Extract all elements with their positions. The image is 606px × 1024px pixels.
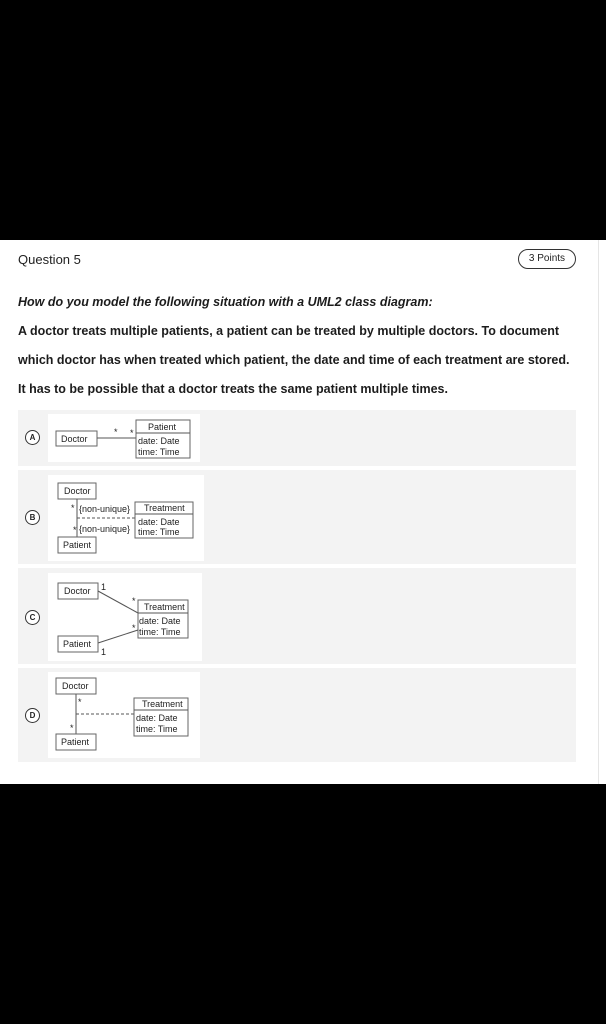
multiplicity-label: * [71, 503, 75, 513]
treatment-class-label: Treatment [144, 503, 185, 513]
multiplicity-label: * [132, 623, 136, 633]
multiplicity-label: * [78, 697, 82, 707]
question-card [0, 240, 598, 784]
multiplicity-label: 1 [101, 647, 107, 657]
uml-diagram-c [48, 573, 202, 661]
attribute-time: time: Time [138, 527, 180, 537]
option-radio-c[interactable]: C [25, 610, 40, 625]
patient-class-label: Patient [61, 737, 90, 747]
scrollbar-track[interactable] [598, 240, 606, 784]
multiplicity-label: * [114, 427, 118, 437]
multiplicity-label: * [130, 428, 134, 438]
question-title: Question 5 [18, 252, 81, 267]
question-prompt-heading: How do you model the following situation with a UML2 class diagram: [18, 295, 433, 309]
attribute-time: time: Time [136, 724, 178, 734]
patient-class-label: Patient [148, 422, 177, 432]
doctor-class-label: Doctor [64, 486, 91, 496]
question-prompt-line: A doctor treats multiple patients, a patient can be treated by multiple doctors. To document [18, 324, 560, 338]
multiplicity-label: * [132, 596, 136, 606]
attribute-time: time: Time [139, 627, 181, 637]
question-prompt-line: It has to be possible that a doctor treats the same patient multiple times. [18, 382, 448, 396]
uml-diagram-a [48, 414, 200, 462]
attribute-date: date: Date [138, 517, 180, 527]
patient-class-label: Patient [63, 540, 92, 550]
patient-class-label: Patient [63, 639, 92, 649]
constraint-label: {non-unique} [79, 524, 131, 534]
constraint-label: {non-unique} [79, 504, 131, 514]
doctor-class-label: Doctor [61, 434, 88, 444]
uml-diagram-d [48, 672, 200, 758]
option-radio-a[interactable]: A [25, 430, 40, 445]
answer-option-b[interactable] [18, 470, 576, 564]
doctor-class-label: Doctor [64, 586, 91, 596]
answer-option-a[interactable] [18, 410, 576, 466]
attribute-time: time: Time [138, 447, 180, 457]
multiplicity-label: 1 [101, 582, 107, 592]
attribute-date: date: Date [138, 436, 180, 446]
points-badge: 3 Points [518, 249, 576, 269]
multiplicity-label: * [73, 525, 77, 535]
doctor-class-label: Doctor [62, 681, 89, 691]
option-radio-b[interactable]: B [25, 510, 40, 525]
answer-option-d[interactable] [18, 668, 576, 762]
treatment-class-label: Treatment [142, 699, 183, 709]
uml-diagram-b [48, 475, 204, 561]
treatment-class-label: Treatment [144, 602, 185, 612]
answer-option-c[interactable] [18, 568, 576, 664]
attribute-date: date: Date [139, 616, 181, 626]
question-prompt-line: which doctor has when treated which patient, the date and time of each treatment are stored. [18, 353, 570, 367]
multiplicity-label: * [70, 723, 74, 733]
option-radio-d[interactable]: D [25, 708, 40, 723]
attribute-date: date: Date [136, 713, 178, 723]
